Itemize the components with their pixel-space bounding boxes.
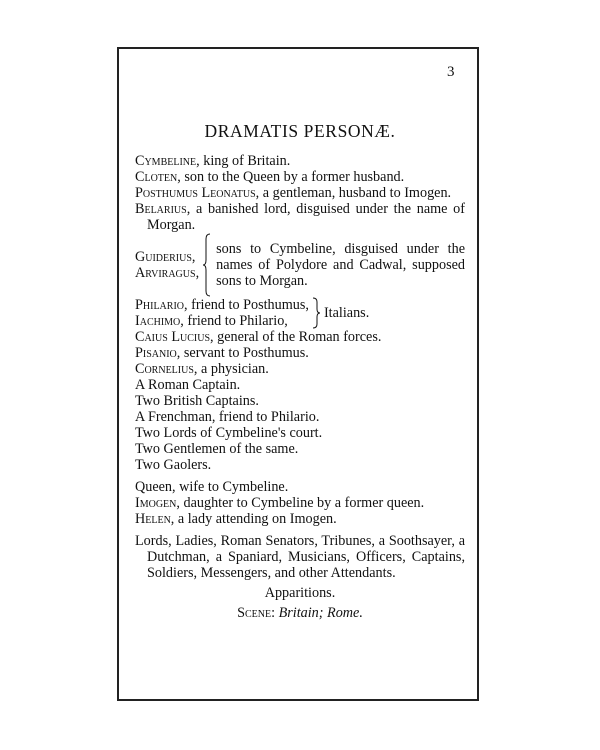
scene-line: Scene: Britain; Rome. — [237, 605, 363, 621]
cast-entry: A Frenchman, friend to Philario. — [135, 409, 320, 425]
cast-group-italians — [135, 297, 465, 329]
cast-entry: Two Gentlemen of the same. — [135, 441, 299, 457]
page-number: 3 — [447, 64, 455, 80]
cast-entry: A Roman Captain. — [135, 377, 241, 393]
cast-entry: Cloten, son to the Queen by a former husband. — [135, 169, 405, 185]
brace-icon — [312, 297, 320, 329]
cast-entry: Helen, a lady attending on Imogen. — [135, 511, 337, 527]
group-names: Philario, friend to Posthumus, Iachimo, friend to Philario, — [135, 297, 309, 329]
cast-entry: Pisanio, servant to Posthumus. — [135, 345, 309, 361]
brace-icon — [203, 233, 211, 297]
cast-entry: Two Gaolers. — [135, 457, 212, 473]
cast-entry: Cornelius, a physician. — [135, 361, 269, 377]
cast-entry: Imogen, daughter to Cymbeline by a former queen. — [135, 495, 425, 511]
page-title: DRAMATIS PERSONÆ. — [204, 121, 396, 141]
cast-entry: Posthumus Leonatus, a gentleman, husband to Imogen. — [135, 185, 452, 201]
cast-entry: Cymbeline, king of Britain. — [135, 153, 291, 169]
group-names: Guiderius, Arviragus, — [135, 249, 200, 281]
cast-group-sons — [135, 233, 465, 297]
cast-list — [135, 153, 465, 621]
cast-entry: Queen, wife to Cymbeline. — [135, 479, 289, 495]
apparitions-line: Apparitions. — [264, 585, 336, 601]
attendants-entry: Lords, Ladies, Roman Senators, Tribunes, a Soothsayer, a Dutchman, a Spaniard, Musicians, Officers, Captains, Soldiers, Messengers, and other Attendants. — [135, 533, 465, 581]
cast-entry: Caius Lucius, general of the Roman forces. — [135, 329, 382, 345]
group-description: sons to Cymbeline, disguised under the names of Polydore and Cadwal, supposed sons to Morgan. — [216, 241, 465, 289]
cast-entry: Two British Captains. — [135, 393, 259, 409]
group-description: Italians. — [323, 305, 370, 321]
cast-entry: Two Lords of Cymbeline's court. — [135, 425, 323, 441]
cast-entry: Belarius, a banished lord, disguised under the name of Morgan. — [135, 201, 465, 233]
